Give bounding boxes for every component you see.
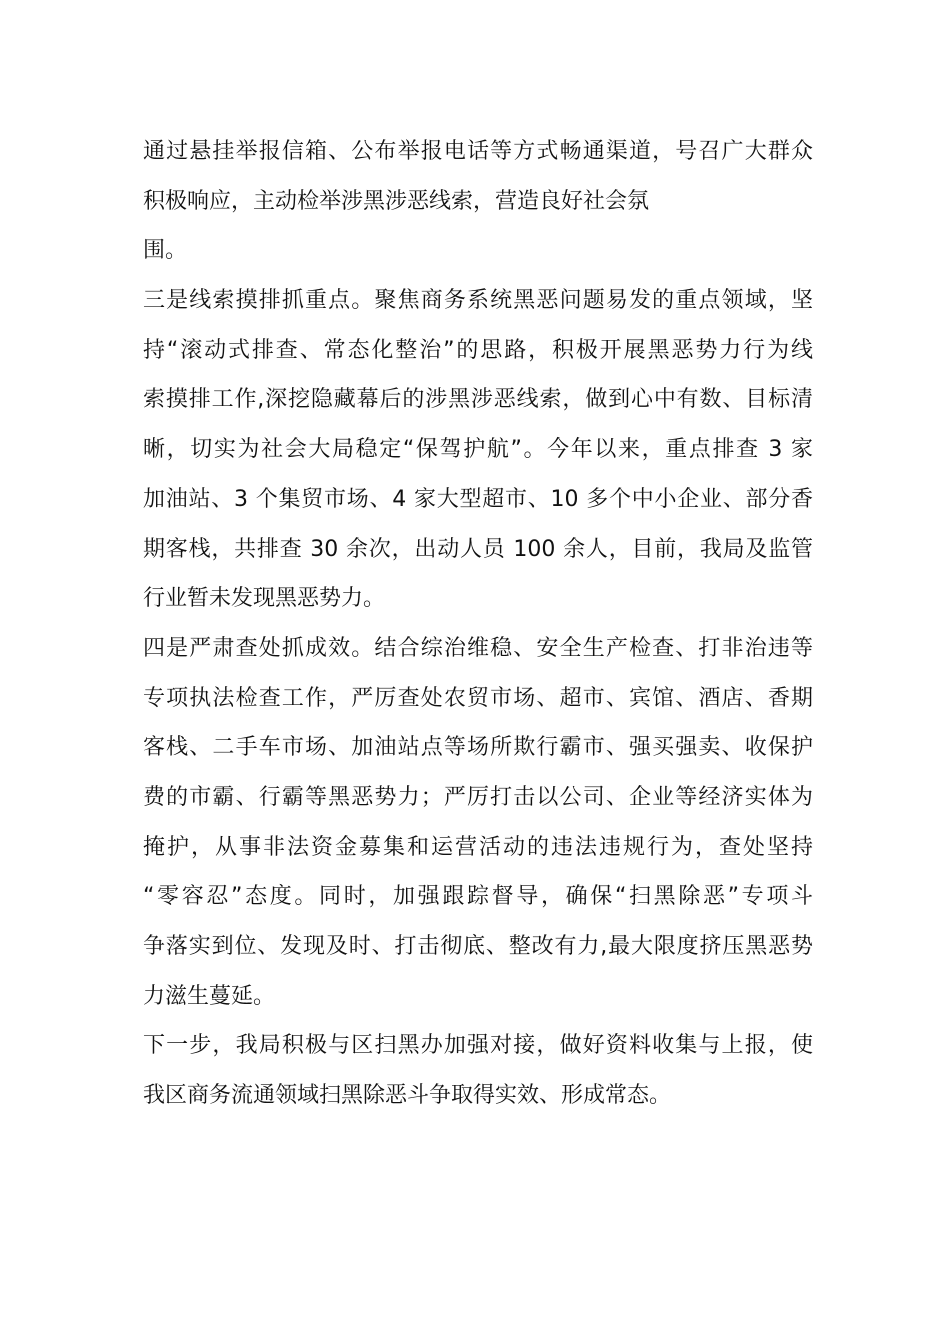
- text-line: 争落实到位、发现及时、打击彻底、整改有力,最大限度挤压黑恶势: [143, 934, 813, 959]
- text-line: 专项执法检查工作，严厉查处农贸市场、超市、宾馆、酒店、香期: [143, 685, 813, 711]
- text-line: 掩护，从事非法资金募集和运营活动的违法违规行为，查处坚持: [143, 834, 813, 860]
- text-line: 晰，切实为社会大局稳定“保驾护航”。今年以来，重点排查 3 家: [143, 437, 813, 463]
- text-line: 客栈、二手车市场、加油站点等场所欺行霸市、强买强卖、收保护: [143, 735, 813, 761]
- text-line: 积极响应，主动检举涉黑涉恶线索，营造良好社会氛: [143, 188, 650, 214]
- text-line: 费的市霸、行霸等黑恶势力；严厉打击以公司、企业等经济实体为: [143, 784, 813, 810]
- text-line: 三是线索摸排抓重点。聚焦商务系统黑恶问题易发的重点领域，坚: [143, 288, 813, 314]
- text-line: 通过悬挂举报信箱、公布举报电话等方式畅通渠道，号召广大群众: [143, 139, 813, 164]
- text-line: 持“滚动式排查、常态化整治”的思路，积极开展黑恶势力行为线: [143, 337, 813, 363]
- text-line: 行业暂未发现黑恶势力。: [143, 586, 386, 612]
- text-line: 下一步，我局积极与区扫黑办加强对接，做好资料收集与上报，使: [143, 1033, 813, 1059]
- text-line: 力滋生蔓延。: [143, 983, 276, 1009]
- text-line: “零容忍”态度。同时，加强跟踪督导，确保“扫黑除恶”专项斗: [143, 884, 813, 910]
- text-line: 加油站、3 个集贸市场、4 家大型超市、10 多个中小企业、部分香: [143, 486, 813, 512]
- text-line: 四是严肃查处抓成效。结合综治维稳、安全生产检查、打非治违等: [143, 635, 813, 661]
- text-line: 期客栈，共排查 30 余次，出动人员 100 余人，目前，我局及监管: [143, 536, 813, 562]
- text-line: 索摸排工作,深挖隐藏幕后的涉黑涉恶线索，做到心中有数、目标清: [143, 387, 813, 413]
- text-line: 我区商务流通领域扫黑除恶斗争取得实效、形成常态。: [143, 1083, 672, 1109]
- body-text: [143, 127, 813, 1121]
- text-line: 围。: [143, 238, 188, 264]
